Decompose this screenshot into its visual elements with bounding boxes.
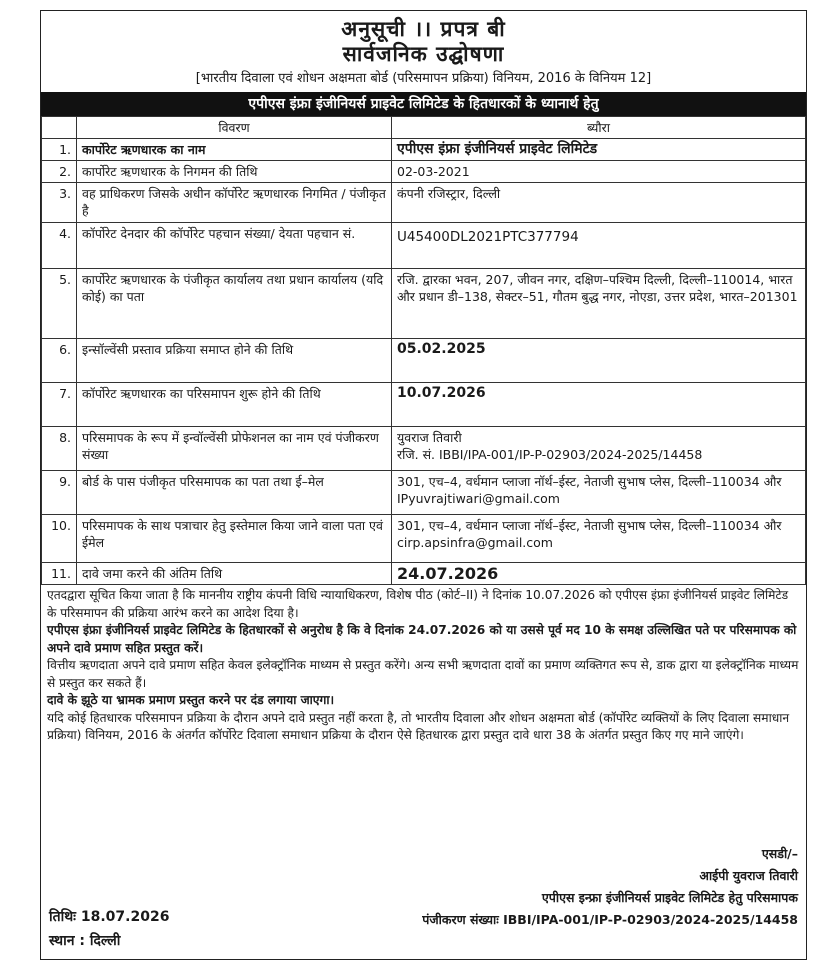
notice-place: स्थान : दिल्ली xyxy=(49,933,121,949)
table-row xyxy=(42,223,806,269)
penalty-warning: दावे के झूठे या भ्रामक प्रमाण प्रस्तुत करने पर दंड लगाया जाएगा। xyxy=(47,693,335,707)
schedule-form-title: अनुसूची ।। प्रपत्र बी xyxy=(341,17,506,41)
notice-date: तिथिः 18.07.2026 xyxy=(49,909,170,925)
table-header-row xyxy=(42,117,806,139)
notice-paragraph: वित्तीय ऋणदाता अपने दावे प्रमाण सहित केवल इलेक्ट्रॉनिक माध्यम से प्रस्तुत करेंगे। अन्य सभी ऋणदाता दावों का प्रमाण व्यक्तिगत रूप से, डाक द्वारा या इलेक्ट्रॉनिक माध्यम से प्रस्तुत कर सकते हैं। xyxy=(47,658,799,690)
notice-body xyxy=(41,585,806,745)
table-row xyxy=(42,563,806,585)
row-value: रजि. द्वारका भवन, 207, जीवन नगर, दक्षिण–पश्चिम दिल्ली, दिल्ली–110014, भारत और प्रधान डी–138, सेक्टर–51, गौतम बुद्ध नगर, नोएडा, उत्तर प्रदेश, भारत–201301 xyxy=(392,269,806,339)
signed-mark: एसडी/– xyxy=(761,846,798,861)
row-value: 301, एच–4, वर्धमान प्लाजा नॉर्थ–ईस्ट, नेताजी सुभाष प्लेस, दिल्ली–110034 और cirp.apsinfra@gmail.com xyxy=(392,515,806,563)
signatory xyxy=(422,843,798,931)
public-announcement-title: सार्वजनिक उद्घोषणा xyxy=(342,42,505,66)
signature-block xyxy=(41,843,806,953)
table-row xyxy=(42,383,806,427)
row-label: परिसमापक के साथ पत्राचार हेतु इस्तेमाल किया जाने वाला पता एवं ईमेल xyxy=(77,515,392,563)
liquidator-registration: रजि. सं. IBBI/IPA-001/IP-P-02903/2024-2025/14458 xyxy=(397,447,703,462)
table-row xyxy=(42,139,806,161)
table-row xyxy=(42,471,806,515)
row-label: कार्पोरेट ऋणधारक का नाम xyxy=(77,139,392,161)
public-announcement-notice xyxy=(40,10,807,960)
row-number: 9. xyxy=(42,471,77,515)
row-value: 05.02.2025 xyxy=(392,339,806,383)
date-place xyxy=(49,905,169,953)
row-number: 2. xyxy=(42,161,77,183)
notice-paragraph: एपीएस इंफ्रा इंजीनियर्स प्राइवेट लिमिटेड के हितधारकों से अनुरोध है कि वे दिनांक 24.07.2026 को या उससे पूर्व मद 10 के समक्ष उल्लिखित पते पर परिसमापक को अपने दावे प्रमाण सहित प्रस्तुत करें। xyxy=(47,623,797,655)
row-number: 4. xyxy=(42,223,77,269)
stakeholders-banner: एपीएस इंफ्रा इंजीनियर्स प्राइवेट लिमिटेड के हितधारकों के ध्यानार्थ हेतु xyxy=(41,92,806,116)
notice-paragraph: यदि कोई हितधारक परिसमापन प्रक्रिया के दौरान अपने दावे प्रस्तुत नहीं करता है, तो भारतीय दिवाला और शोधन अक्षमता बोर्ड (कॉर्पोरेट व्यक्तियों के लिए दिवाला समाधान प्रक्रिया) विनियम, 2016 के अंतर्गत कॉर्पोरेट दिवाला समाधान प्रक्रिया के दौरान ऐसे हितधारक द्वारा प्रस्तुत दावे धारा 38 के अंतर्गत प्रस्तुत किए गए माने जाएंगे। xyxy=(47,710,790,742)
row-label: परिसमापक के रूप में इन्वॉल्वेंसी प्रोफेशनल का नाम एवं पंजीकरण संख्या xyxy=(77,427,392,471)
row-label: वह प्राधिकरण जिसके अधीन कॉर्पोरेट ऋणधारक निगमित / पंजीकृत है xyxy=(77,183,392,223)
header-value: ब्यौरा xyxy=(392,117,806,139)
table-row xyxy=(42,183,806,223)
row-label: कार्पोरेट ऋणधारक के पंजीकृत कार्यालय तथा प्रधान कार्यालय (यदि कोई) का पता xyxy=(77,269,392,339)
row-number: 5. xyxy=(42,269,77,339)
table-row xyxy=(42,269,806,339)
table-row xyxy=(42,161,806,183)
row-label: कार्पोरेट ऋणधारक के निगमन की तिथि xyxy=(77,161,392,183)
row-number: 1. xyxy=(42,139,77,161)
row-value: U45400DL2021PTC377794 xyxy=(392,223,806,269)
row-number: 8. xyxy=(42,427,77,471)
row-value: 02-03-2021 xyxy=(392,161,806,183)
table-row xyxy=(42,515,806,563)
header-label: विवरण xyxy=(77,117,392,139)
row-value: 10.07.2026 xyxy=(392,383,806,427)
row-value: एपीएस इंफ्रा इंजीनियर्स प्राइवेट लिमिटेड xyxy=(392,139,806,161)
row-number: 6. xyxy=(42,339,77,383)
signatory-role: एपीएस इन्फ्रा इंजीनियर्स प्राइवेट लिमिटेड हेतु परिसमापक xyxy=(541,890,798,905)
row-label: बोर्ड के पास पंजीकृत परिसमापक का पता तथा ई–मेल xyxy=(77,471,392,515)
row-value: 24.07.2026 xyxy=(392,563,806,585)
row-label: दावे जमा करने की अंतिम तिथि xyxy=(77,563,392,585)
row-value: 301, एच–4, वर्धमान प्लाजा नॉर्थ–ईस्ट, नेताजी सुभाष प्लेस, दिल्ली–110034 और IPyuvrajtiwari@gmail.com xyxy=(392,471,806,515)
notice-paragraph: एतदद्वारा सूचित किया जाता है कि माननीय राष्ट्रीय कंपनी विधि न्यायाधिकरण, विशेष पीठ (कोर्ट–II) ने दिनांक 10.07.2026 को एपीएस इंफ्रा इंजीनियर्स प्राइवेट लिमिटेड के परिसमापन की प्रक्रिया आरंभ करने का आदेश दिया है। xyxy=(47,588,789,620)
table-row xyxy=(42,339,806,383)
row-label: कॉर्पोरेट ऋणधारक का परिसमापन शुरू होने की तिथि xyxy=(77,383,392,427)
table-row xyxy=(42,427,806,471)
row-number: 7. xyxy=(42,383,77,427)
row-label: कॉर्पोरेट देनदार की कॉर्पोरेट पहचान संख्या/ देयता पहचान सं. xyxy=(77,223,392,269)
signatory-registration: पंजीकरण संख्याः IBBI/IPA-001/IP-P-02903/2024-2025/14458 xyxy=(422,912,798,927)
row-number: 3. xyxy=(42,183,77,223)
row-label: इन्सॉल्वेंसी प्रस्ताव प्रक्रिया समाप्त होने की तिथि xyxy=(77,339,392,383)
regulation-reference: [भारतीय दिवाला एवं शोधन अक्षमता बोर्ड (परिसमापन प्रक्रिया) विनियम, 2016 के विनियम 12] xyxy=(195,71,652,86)
row-value xyxy=(392,427,806,471)
header-num-cell xyxy=(42,117,77,139)
row-number: 10. xyxy=(42,515,77,563)
details-table xyxy=(41,116,806,585)
row-value: कंपनी रजिस्ट्रार, दिल्ली xyxy=(392,183,806,223)
signatory-name: आईपी युवराज तिवारी xyxy=(699,868,798,883)
liquidator-name: युवराज तिवारी xyxy=(397,430,462,445)
row-number: 11. xyxy=(42,563,77,585)
